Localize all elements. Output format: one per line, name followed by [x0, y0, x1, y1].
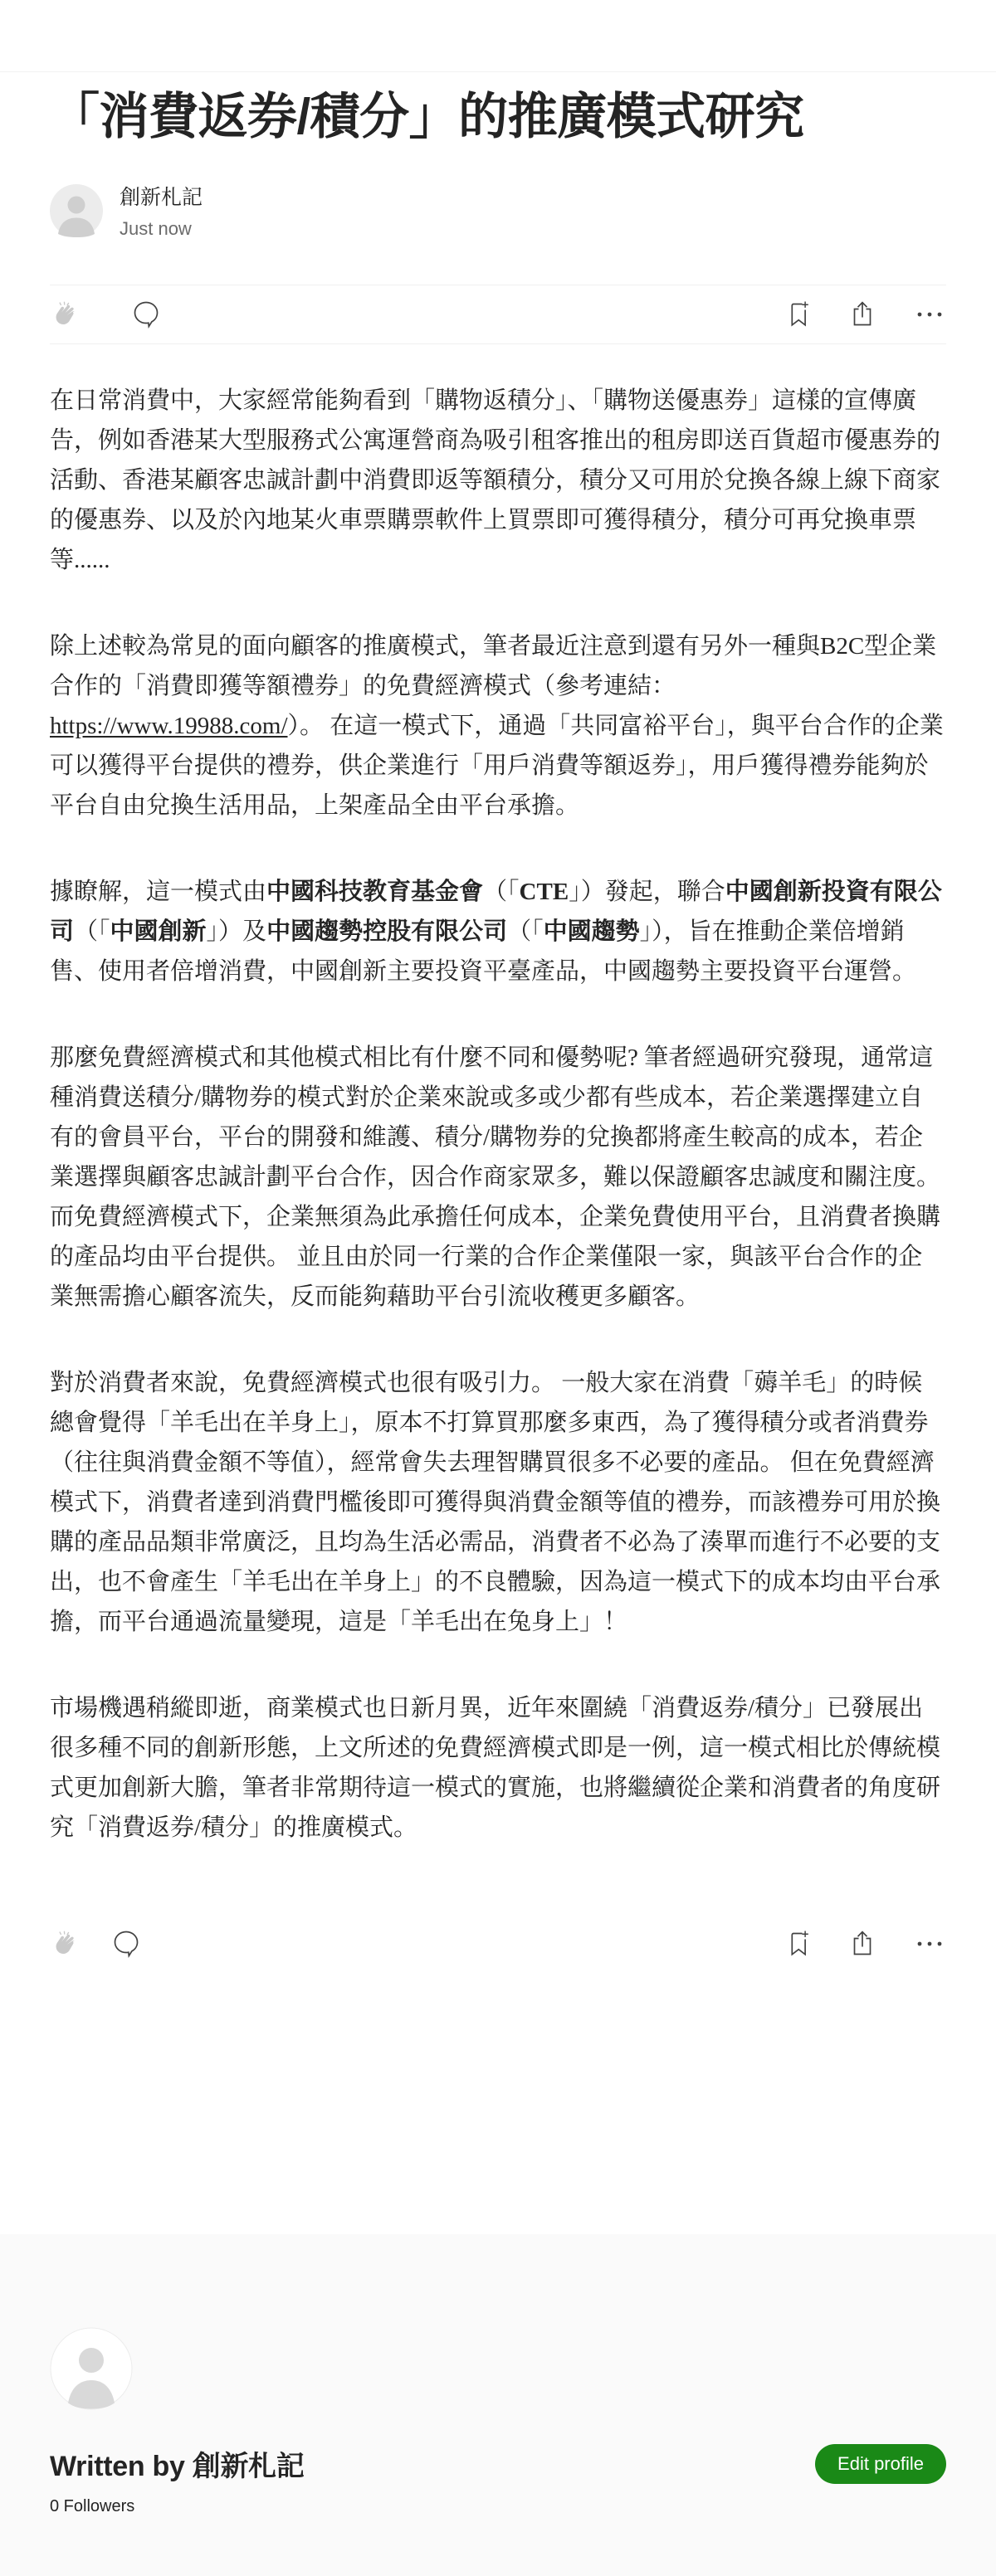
paragraph [50, 872, 946, 991]
bookmark-add-icon [785, 299, 812, 329]
text-run: 據瞭解，這一模式由 [50, 879, 267, 905]
footer-author-avatar[interactable] [50, 2327, 133, 2410]
written-by-heading: Written by 創新札記 [50, 2451, 305, 2482]
post-timestamp: Just now [120, 218, 192, 239]
article-toolbar-bottom [50, 1924, 946, 1964]
inline-link[interactable]: https://www.19988.com/ [50, 713, 288, 739]
author-avatar[interactable] [50, 184, 103, 237]
ellipsis-icon [913, 1929, 946, 1959]
bookmark-button[interactable] [785, 299, 812, 329]
paragraph [50, 626, 946, 825]
clap-button[interactable] [50, 1929, 81, 1960]
top-nav-bar [0, 0, 996, 72]
more-options-button[interactable] [913, 299, 946, 329]
text-run: （「 [483, 879, 520, 905]
text-run: 對於消費者來說，免費經濟模式也很有吸引力。 一般大家在消費「薅羊毛」的時候總會覺得「羊毛出在羊身上」，原本不打算買那麼多東西，為了獲得積分或者消費券（往往與消費金額不等值），經常會失去理智購買很多不必要的產品。 但在免費經濟模式下，消費者達到消費門檻後即可獲得與消費金額等值的禮券，而該禮券可用於換購的產品品類非常廣泛，且均為生活必需品，消費者不必為了湊單而進行不必要的支出，也不會產生「羊毛出在羊身上」的不良體驗，因為這一模式下的成本均由平台承擔，而平台通過流量變現，這是「羊毛出在兔身上」！ [50, 1370, 941, 1635]
ellipsis-icon [913, 299, 946, 329]
text-run: （「 [507, 918, 544, 945]
paragraph [50, 1688, 946, 1848]
byline-meta [120, 181, 203, 240]
person-icon [50, 2327, 133, 2410]
toolbar-left-group [50, 1929, 140, 1960]
person-icon [50, 184, 103, 237]
bold-text-run: 中國創新投資有限公司 [50, 879, 942, 945]
toolbar-right-group [785, 1929, 946, 1959]
followers-count[interactable]: 0 Followers [50, 2497, 135, 2515]
share-button[interactable] [848, 1929, 876, 1959]
text-run: 除上述較為常見的面向顧客的推廣模式，筆者最近注意到還有另外一種與B2C型企業合作的「消費即獲等額禮券」的免費經濟模式（參考連結： [50, 633, 937, 699]
bold-text-run: 中國科技教育基金會 [266, 879, 484, 905]
paragraph [50, 381, 946, 580]
toolbar-right-group [785, 299, 946, 329]
footer-heading-row [50, 2443, 946, 2484]
bold-text-run: CTE [519, 879, 569, 905]
bold-text-run: 中國趨勢 [543, 918, 640, 945]
comment-icon [132, 299, 160, 329]
text-run: 在日常消費中，大家經常能夠看到「購物返積分」、「購物送優惠券」這樣的宣傳廣告，例如香港某大型服務式公寓運營商為吸引租客推出的租房即送百貨超市優惠券的活動、香港某顧客忠誠計劃中消費即返等額積分，積分又可用於兌換各線上線下商家的優惠券、以及於內地某火車票購票軟件上買票即可獲得積分，積分可再兌換車票等...... [50, 387, 941, 573]
article-body [50, 381, 946, 1848]
author-footer [0, 2234, 996, 2576]
clap-button[interactable] [50, 299, 81, 330]
clap-icon [50, 299, 81, 330]
paragraph [50, 1038, 946, 1317]
bold-text-run: 中國趨勢控股有限公司 [266, 918, 508, 945]
text-run: 市場機遇稍縱即逝，商業模式也日新月異，近年來圍繞「消費返券/積分」已發展出很多種不同的創新形態，上文所述的免費經濟模式即是一例，這一模式相比於傳統模式更加創新大膽，筆者非常期待這一模式的實施，也將繼續從企業和消費者的角度研究「消費返券/積分」的推廣模式。 [50, 1695, 941, 1841]
main-column [50, 72, 946, 1964]
bookmark-button[interactable] [785, 1929, 812, 1959]
share-icon [848, 1929, 876, 1959]
text-run: 那麼免費經濟模式和其他模式相比有什麼不同和優勢呢? 筆者經過研究發現，通常這種消費送積分/購物券的模式對於企業來說或多或少都有些成本，若企業選擇建立自有的會員平台，平台的開發和維護、積分/購物券的兌換都將產生較高的成本，若企業選擇與顧客忠誠計劃平台合作，因合作商家眾多，難以保證顧客忠誠度和關注度。 而免費經濟模式下，企業無須為此承擔任何成本，企業免費使用平台，且消費者換購的產品均由平台提供。 並且由於同一行業的合作企業僅限一家，與該平台合作的企業無需擔心顧客流失，反而能夠藉助平台引流收穫更多顧客。 [50, 1045, 941, 1310]
comment-icon [112, 1929, 140, 1959]
text-run: ）。 在這一模式下，通過「共同富裕平台」，與平台合作的企業可以獲得平台提供的禮券，供企業進行「用戶消費等額返券」，用戶獲得禮券能夠於平台自由兌換生活用品，上架產品全由平台承擔。 [50, 713, 944, 819]
toolbar-left-group [50, 299, 160, 330]
article-toolbar-top [50, 285, 946, 344]
bookmark-add-icon [785, 1929, 812, 1959]
response-button[interactable] [132, 299, 160, 329]
text-run: （「 [74, 918, 110, 945]
text-run: 」），旨在推動企業倍增銷售、使用者倍增消費，中國創新主要投資平臺產品，中國趨勢主要投資平台運營。 [50, 918, 917, 985]
response-button[interactable] [112, 1929, 140, 1959]
article-title: 「消費返券/積分」的推廣模式研究 [50, 89, 804, 144]
share-button[interactable] [848, 299, 876, 329]
share-icon [848, 299, 876, 329]
edit-profile-button[interactable]: Edit profile [815, 2444, 946, 2484]
more-options-button[interactable] [913, 1929, 946, 1959]
paragraph [50, 1363, 946, 1642]
clap-icon [50, 1929, 81, 1960]
bold-text-run: 中國創新 [110, 918, 207, 945]
author-name[interactable]: 創新札記 [120, 186, 203, 209]
text-run: 」）及 [206, 918, 267, 945]
text-run: 」）發起，聯合 [569, 879, 725, 905]
author-byline [50, 181, 946, 240]
